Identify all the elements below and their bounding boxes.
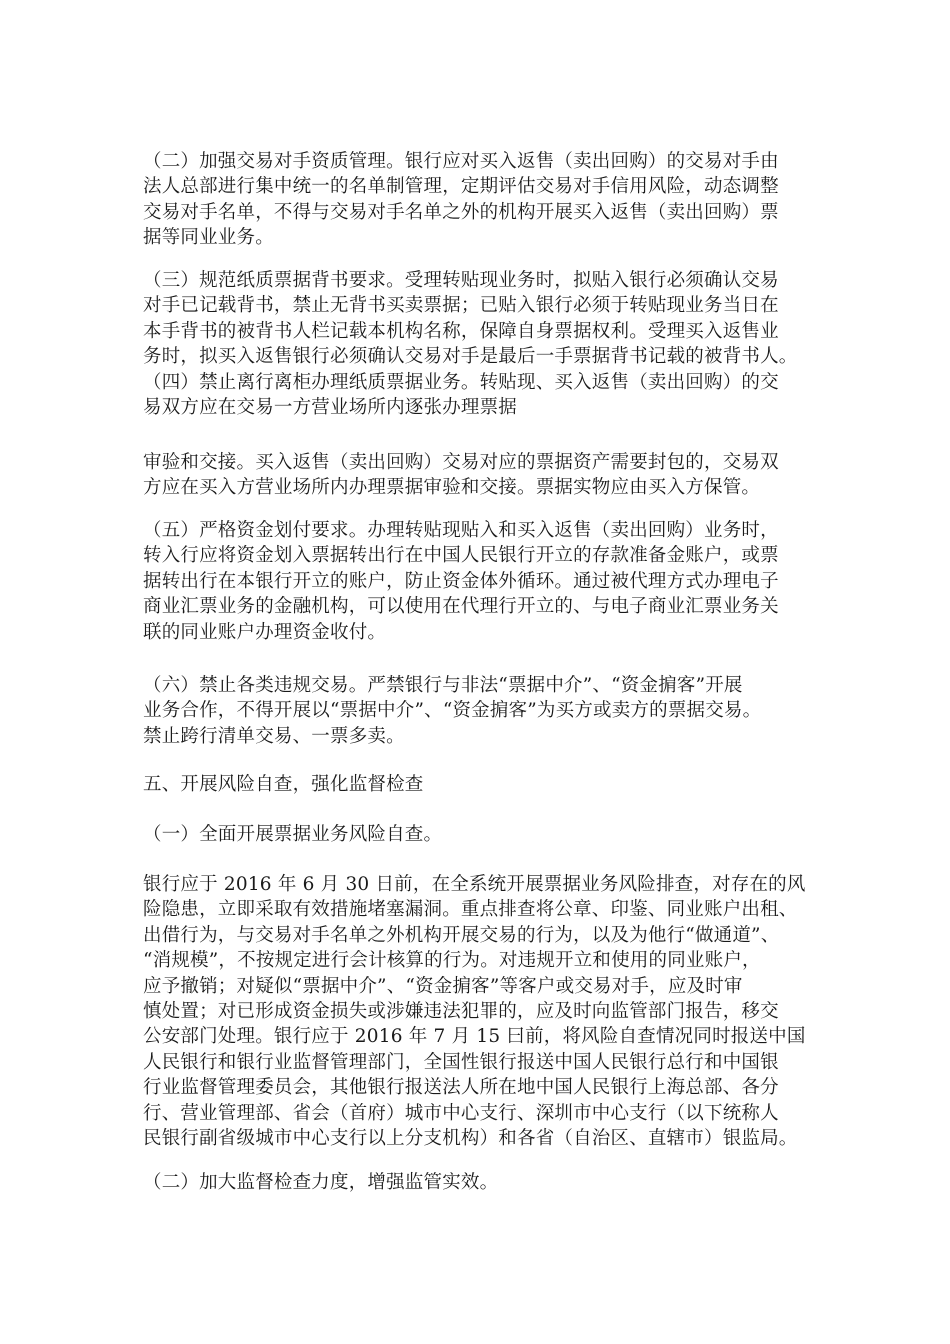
paragraph-self-inspection-details <box>143 872 823 1151</box>
text-line: （五）严格资金划付要求。办理转贴现贴入和买入返售（卖出回购）业务时， <box>143 520 779 541</box>
text-line: 行业监督管理委员会，其他银行报送法人所在地中国人民银行上海总部、各分 <box>143 1077 779 1099</box>
subheading-comprehensive-self-inspection <box>143 822 823 847</box>
text-line: 法人总部进行集中统一的名单制管理，定期评估交易对手信用风险，动态调整 <box>143 176 779 198</box>
text-line: 交易对手名单，不得与交易对手名单之外的机构开展买入返售（卖出回购）票 <box>143 201 779 223</box>
paragraph-counterparty-management <box>143 149 823 251</box>
paragraph-endorsement-requirements <box>143 268 823 420</box>
section-heading-risk-self-inspection <box>143 772 823 797</box>
text-line: 对手已记载背书，禁止无背书买卖票据；已贴入银行必须于转贴现业务当日在 <box>143 295 779 317</box>
text-line: （一）全面开展票据业务风险自查。 <box>143 824 443 845</box>
text-line: 五、开展风险自查，强化监督检查 <box>143 774 424 795</box>
text-line: 应予撤销；对疑似“票据中介”、“资金掮客”等客户或交易对手，应及时审 <box>143 975 743 997</box>
text-line: 联的同业账户办理资金收付。 <box>143 621 387 643</box>
paragraph-fund-transfer <box>143 518 823 645</box>
paragraph-verification-handover <box>143 450 823 501</box>
text-line: 据转出行在本银行开立的账户，防止资金体外循环。通过被代理方式办理电子 <box>143 570 779 592</box>
text-line: 审验和交接。买入返售（卖出回购）交易对应的票据资产需要封包的，交易双 <box>143 452 779 473</box>
text-line: 禁止跨行清单交易、一票多卖。 <box>143 725 405 747</box>
text-line: 公安部门处理。银行应于 2016 年 7 月 15 曰前，将风险自查情况同时报送中国 <box>143 1026 806 1048</box>
text-line: 行、营业管理部、省会（首府）城市中心支行、深圳市中心支行（以下统称人 <box>143 1102 779 1124</box>
text-line: 业务合作，不得开展以“票据中介”、“资金掮客”为买方或卖方的票据交易。 <box>143 700 762 722</box>
text-line: 商业汇票业务的金融机构，可以使用在代理行开立的、与电子商业汇票业务关 <box>143 596 779 618</box>
text-line: 据等同业业务。 <box>143 227 274 249</box>
text-line: （三）规范纸质票据背书要求。受理转贴现业务时，拟贴入银行必须确认交易 <box>143 270 779 291</box>
text-line: 银行应于 2016 年 6 月 30 日前，在全系统开展票据业务风险排查，对存在的风 <box>143 874 806 895</box>
text-line: （二）加强交易对手资质管理。银行应对买入返售（卖出回购）的交易对手由 <box>143 151 779 172</box>
text-line: 出借行为，与交易对手名单之外机构开展交易的行为，以及为他行“做通道”、 <box>143 924 780 946</box>
text-line: 本手背书的被背书人栏记载本机构名称，保障自身票据权利。受理买入返售业 <box>143 320 779 342</box>
subheading-strengthen-supervision <box>143 1170 823 1195</box>
text-line: 易双方应在交易一方营业场所内逐张办理票据 <box>143 397 518 419</box>
text-line: （四）禁止离行离柜办理纸质票据业务。转贴现、买入返售（卖出回购）的交 <box>143 371 779 393</box>
text-line: 人民银行和银行业监督管理部门，全国性银行报送中国人民银行总行和中国银 <box>143 1051 779 1073</box>
text-line: （二）加大监督检查力度，增强监管实效。 <box>143 1172 499 1193</box>
text-line: 务时，拟买入返售银行必须确认交易对手是最后一手票据背书记载的被背书人。 <box>143 346 798 368</box>
text-line: 转入行应将资金划入票据转出行在中国人民银行开立的存款准备金账户，或票 <box>143 545 779 567</box>
paragraph-illegal-transactions <box>143 673 823 749</box>
text-line: 险隐患，立即采取有效措施堵塞漏洞。重点排查将公章、印鉴、同业账户出租、 <box>143 899 798 921</box>
text-line: 方应在买入方营业场所内办理票据审验和交接。票据实物应由买入方保管。 <box>143 477 761 499</box>
text-line: （六）禁止各类违规交易。严禁银行与非法“票据中介”、“资金掮客”开展 <box>143 675 743 696</box>
text-line: 慎处置；对已形成资金损失或涉嫌违法犯罪的，应及时向监管部门报告，移交 <box>143 1001 779 1023</box>
text-line: “消规模”，不按规定进行会计核算的行为。对违规开立和使用的同业账户， <box>143 950 761 972</box>
text-line: 民银行副省级城市中心支行以上分支机构）和各省（自治区、直辖市）银监局。 <box>143 1128 798 1150</box>
